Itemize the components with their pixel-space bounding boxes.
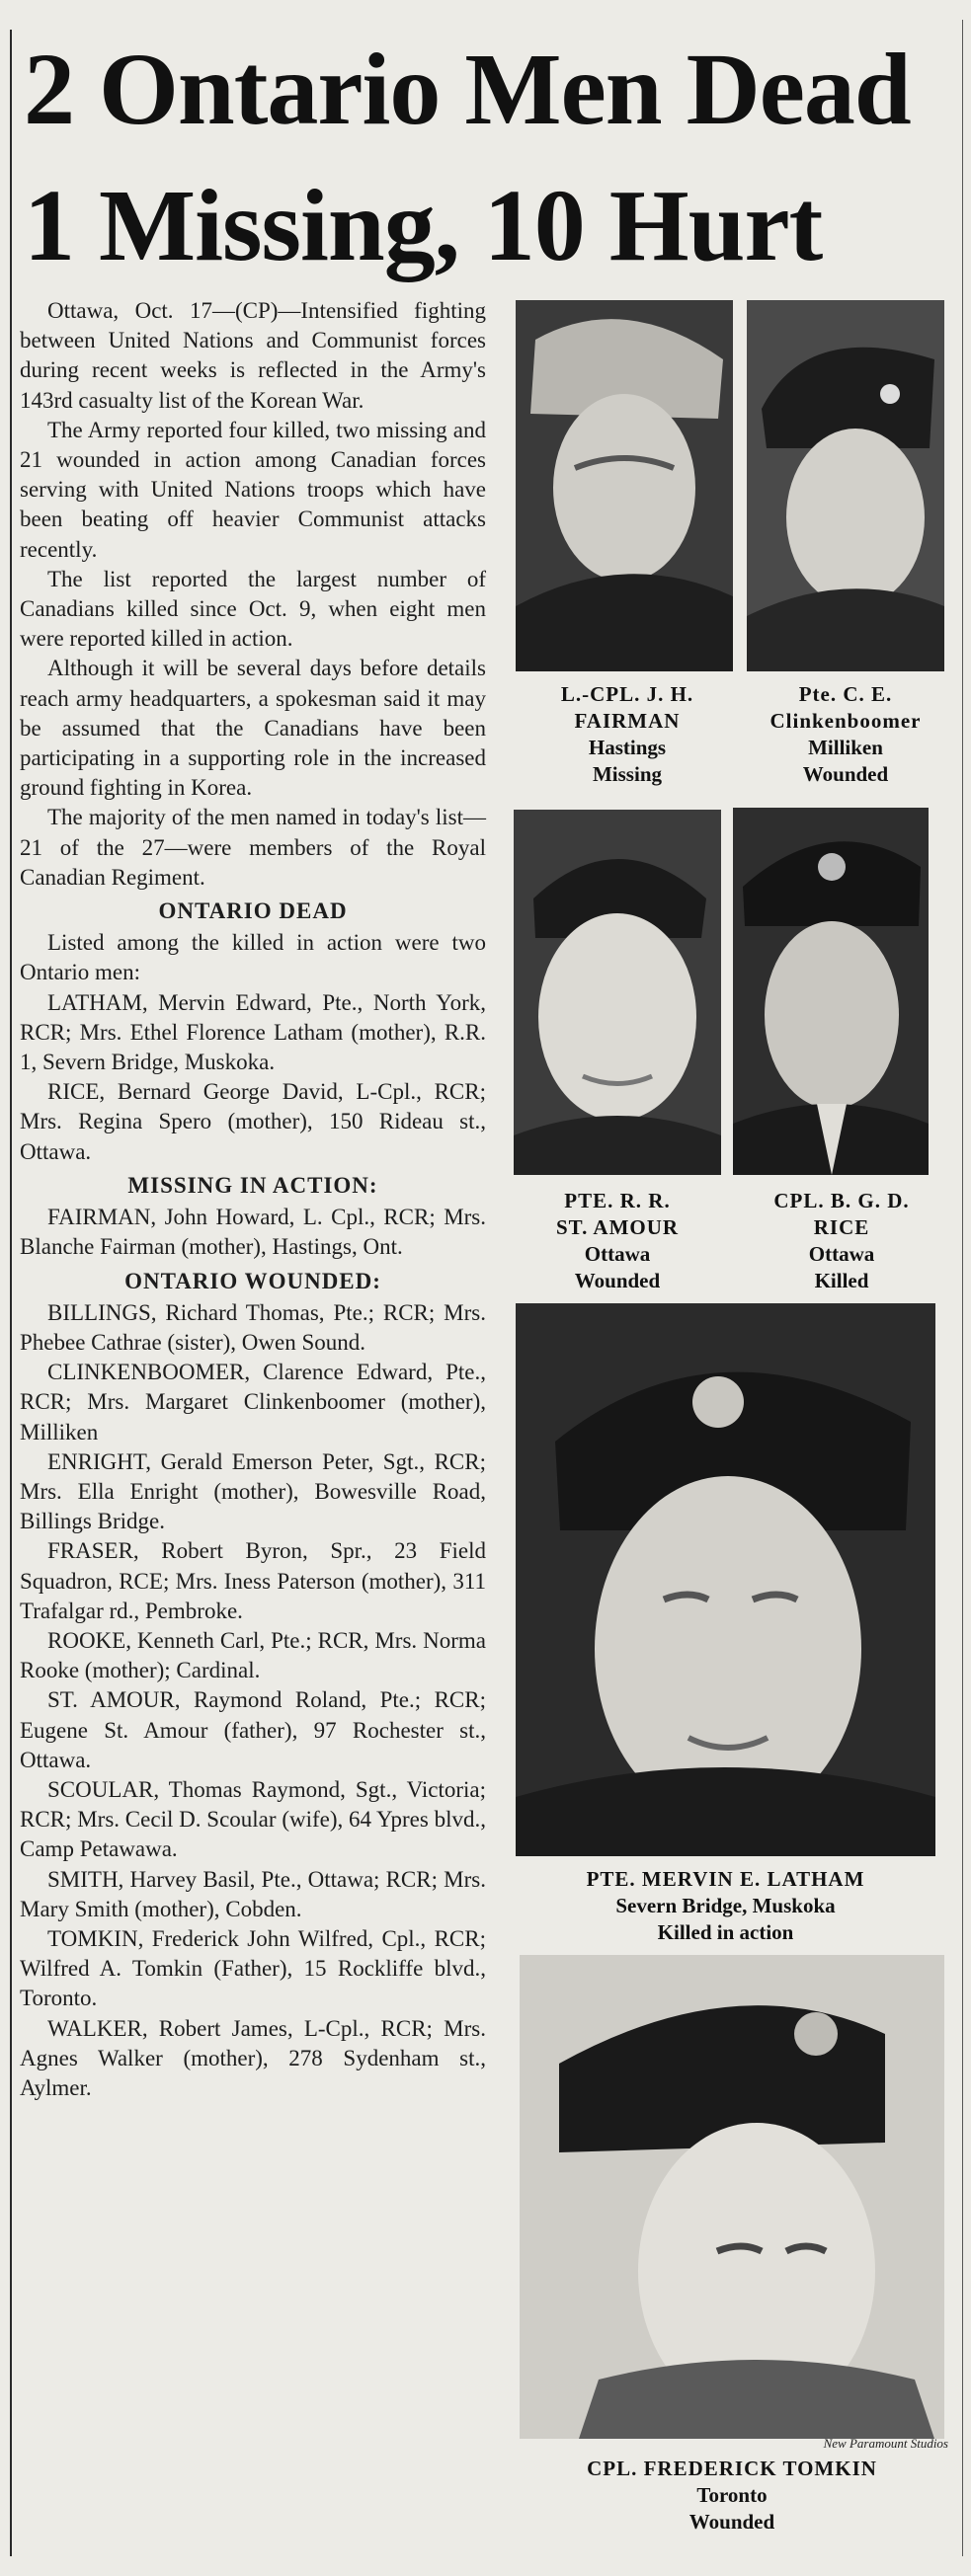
paragraph: Although it will be several days before details reach army headquarters, a spokesman said it may be assumed that the Canadians have been participating in a supporting role in the increased ground fighting in Korea. — [20, 656, 486, 801]
photo-credit: New Paramount Studios — [823, 2436, 948, 2451]
paragraph: Listed among the killed in action were two Ontario men: — [20, 930, 486, 985]
portrait-photo-fairman — [516, 300, 733, 671]
portrait-photo-clinkenboomer — [747, 300, 944, 671]
portrait-photo-latham — [516, 1303, 935, 1856]
casualty-entry: TOMKIN, Frederick John Wilfred, Cpl., RCR; Wilfred A. Tomkin (Father), 15 Rockliffe blvd., Toronto. — [20, 1925, 486, 2011]
paragraph: The Army reported four killed, two missing and 21 wounded in action among Canadian forces serving with United Nations troops which have been beating off heavier Communist attacks recently. — [20, 417, 486, 562]
subheading-wounded: ONTARIO WOUNDED: — [124, 1268, 381, 1293]
column-rule-right — [962, 20, 963, 2556]
casualty-entry: BILLINGS, Richard Thomas, Pte.; RCR; Mrs. Phebee Cathrae (sister), Owen Sound. — [20, 1299, 486, 1355]
casualty-entry: FRASER, Robert Byron, Spr., 23 Field Squadron, RCE; Mrs. Iness Paterson (mother), 311 Trafalgar rd., Pembroke. — [20, 1538, 486, 1623]
caption-clinkenboomer: Pte. C. E. Clinkenboomer Milliken Wounded — [769, 682, 922, 786]
casualty-entry: ST. AMOUR, Raymond Roland, Pte.; RCR; Eugene St. Amour (father), 97 Rochester st., Ottawa. — [20, 1687, 486, 1772]
caption-fairman: L.-CPL. J. H. FAIRMAN Hastings Missing — [560, 682, 694, 786]
casualty-entry: WALKER, Robert James, L-Cpl., RCR; Mrs. Agnes Walker (mother), 278 Sydenham st., Aylmer. — [20, 2015, 486, 2100]
casualty-entry: FAIRMAN, John Howard, L. Cpl., RCR; Mrs. Blanche Fairman (mother), Hastings, Ont. — [20, 1205, 486, 1260]
casualty-entry: ENRIGHT, Gerald Emerson Peter, Sgt., RCR; Mrs. Ella Enright (mother), Bowesville Road, Billings Bridge. — [20, 1448, 486, 1534]
headline-line-1: 2 Ontario Men Dead — [24, 33, 911, 146]
casualty-entry: LATHAM, Mervin Edward, Pte., North York, RCR; Mrs. Ethel Florence Latham (mother), R.R. 1, Severn Bridge, Muskoka. — [20, 989, 486, 1075]
casualty-entry: SMITH, Harvey Basil, Pte., Ottawa; RCR; Mrs. Mary Smith (mother), Cobden. — [20, 1866, 486, 1921]
subheading-missing: MISSING IN ACTION: — [127, 1172, 378, 1198]
column-rule-left — [10, 30, 12, 2556]
subheading-ontario-dead: ONTARIO DEAD — [158, 898, 348, 924]
caption-tomkin: CPL. FREDERICK TOMKIN Toronto Wounded — [587, 2457, 877, 2534]
caption-st-amour: PTE. R. R. ST. AMOUR Ottawa Wounded — [555, 1189, 680, 1292]
headline-line-2: 1 Missing, 10 Hurt — [24, 169, 823, 282]
casualty-entry: ROOKE, Kenneth Carl, Pte.; RCR, Mrs. Norma Rooke (mother); Cardinal. — [20, 1627, 486, 1683]
caption-latham: PTE. MERVIN E. LATHAM Severn Bridge, Muskoka Killed in action — [586, 1867, 865, 1944]
paragraph: Ottawa, Oct. 17—(CP)—Intensified fighting between United Nations and Communist forces during recent weeks is reflected in the Army's 143rd casualty list of the Korean War. — [20, 298, 486, 413]
casualty-entry: SCOULAR, Thomas Raymond, Sgt., Victoria; RCR; Mrs. Cecil D. Scoular (wife), 64 Ypres blvd., Camp Petawawa. — [20, 1776, 486, 1862]
casualty-entry: RICE, Bernard George David, L-Cpl., RCR; Mrs. Regina Spero (mother), 150 Rideau st., Ottawa. — [20, 1079, 486, 1164]
paragraph: The list reported the largest number of Canadians killed since Oct. 9, when eight men were reported killed in action. — [20, 566, 486, 652]
article-body — [20, 296, 486, 2103]
paragraph: The majority of the men named in today's list—21 of the 27—were members of the Royal Canadian Regiment. — [20, 805, 486, 890]
headline — [24, 22, 952, 294]
caption-rice: CPL. B. G. D. RICE Ottawa Killed — [773, 1189, 910, 1292]
portrait-photo-st-amour — [514, 810, 721, 1175]
casualty-entry: CLINKENBOOMER, Clarence Edward, Pte., RCR; Mrs. Margaret Clinkenboomer (mother), Milliken — [20, 1360, 486, 1444]
portrait-photo-tomkin — [520, 1955, 944, 2439]
portrait-photo-rice — [733, 808, 929, 1175]
